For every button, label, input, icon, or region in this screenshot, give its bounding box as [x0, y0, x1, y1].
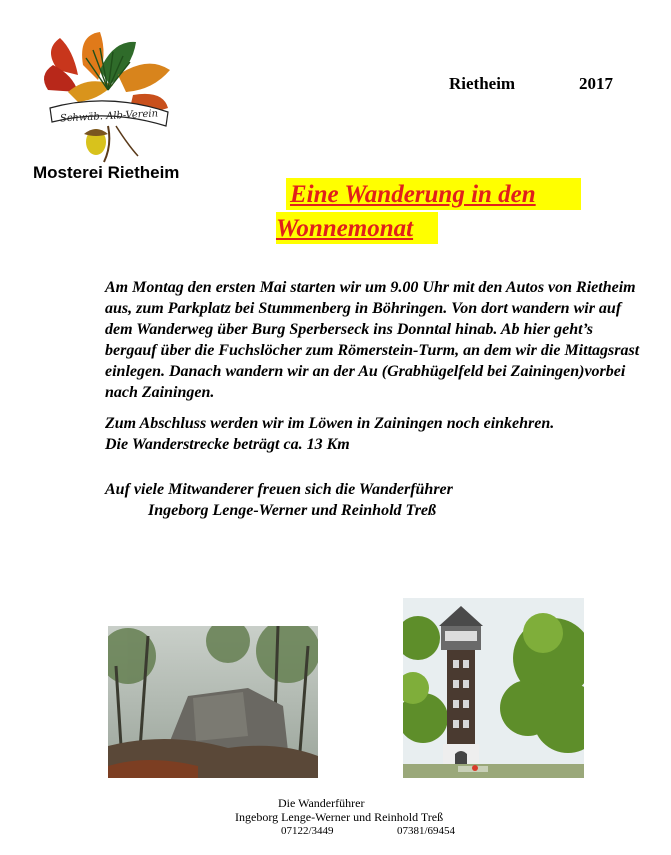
footer-phone-1: 07122/3449 [281, 825, 334, 837]
footer-phone-2: 07381/69454 [397, 825, 456, 837]
schwaebischer-albverein-logo [38, 30, 178, 166]
svg-text:Schwäb. Alb-Verein: Schwäb. Alb-Verein [59, 108, 159, 125]
headline-text [276, 178, 590, 246]
text-invitation: Auf viele Mitwanderer freuen sich die Wanderführer [105, 481, 453, 498]
headline-line-1: Eine Wanderung in den [290, 181, 536, 208]
photo-roemerstein-tower [403, 598, 584, 778]
announcement-body [105, 277, 645, 531]
text-einkehr: Zum Abschluss werden wir im Löwen in Zainingen noch einkehren. [105, 415, 555, 432]
paragraph-invitation [105, 479, 645, 521]
headline [276, 178, 581, 248]
text-distance: Die Wanderstrecke beträgt ca. 13 Km [105, 436, 350, 453]
year: 2017 [579, 74, 613, 93]
footer-guides: Ingeborg Lenge-Werner und Reinhold Treß [235, 810, 444, 824]
paragraph-closing-info [105, 413, 645, 455]
place-name: Rietheim [449, 74, 516, 93]
photo-foggy-forest [108, 626, 318, 778]
headline-line-2: Wonnemonat [276, 215, 414, 242]
text-guides: Ingeborg Lenge-Werner und Reinhold Treß [148, 502, 437, 519]
paragraph-route: Am Montag den ersten Mai starten wir um 9.00 Uhr mit den Autos von Rietheim aus, zum Parkplatz bei Stummenberg in Böhringen. Von dort wandern wir auf dem Wanderweg über Burg Sperberseck ins Donntal hinab. Ab hier geht’s bergauf über die Fuchslöcher zum Römerstein-Turm, an dem wir die Mittagsrast einlegen. Danach wandern wir an der Au (Grabhügelfeld bei Zainingen)vorbei nach Zainingen. [105, 279, 640, 401]
organization-name: Mosterei Rietheim [33, 163, 180, 182]
footer-title: Die Wanderführer [278, 796, 365, 810]
